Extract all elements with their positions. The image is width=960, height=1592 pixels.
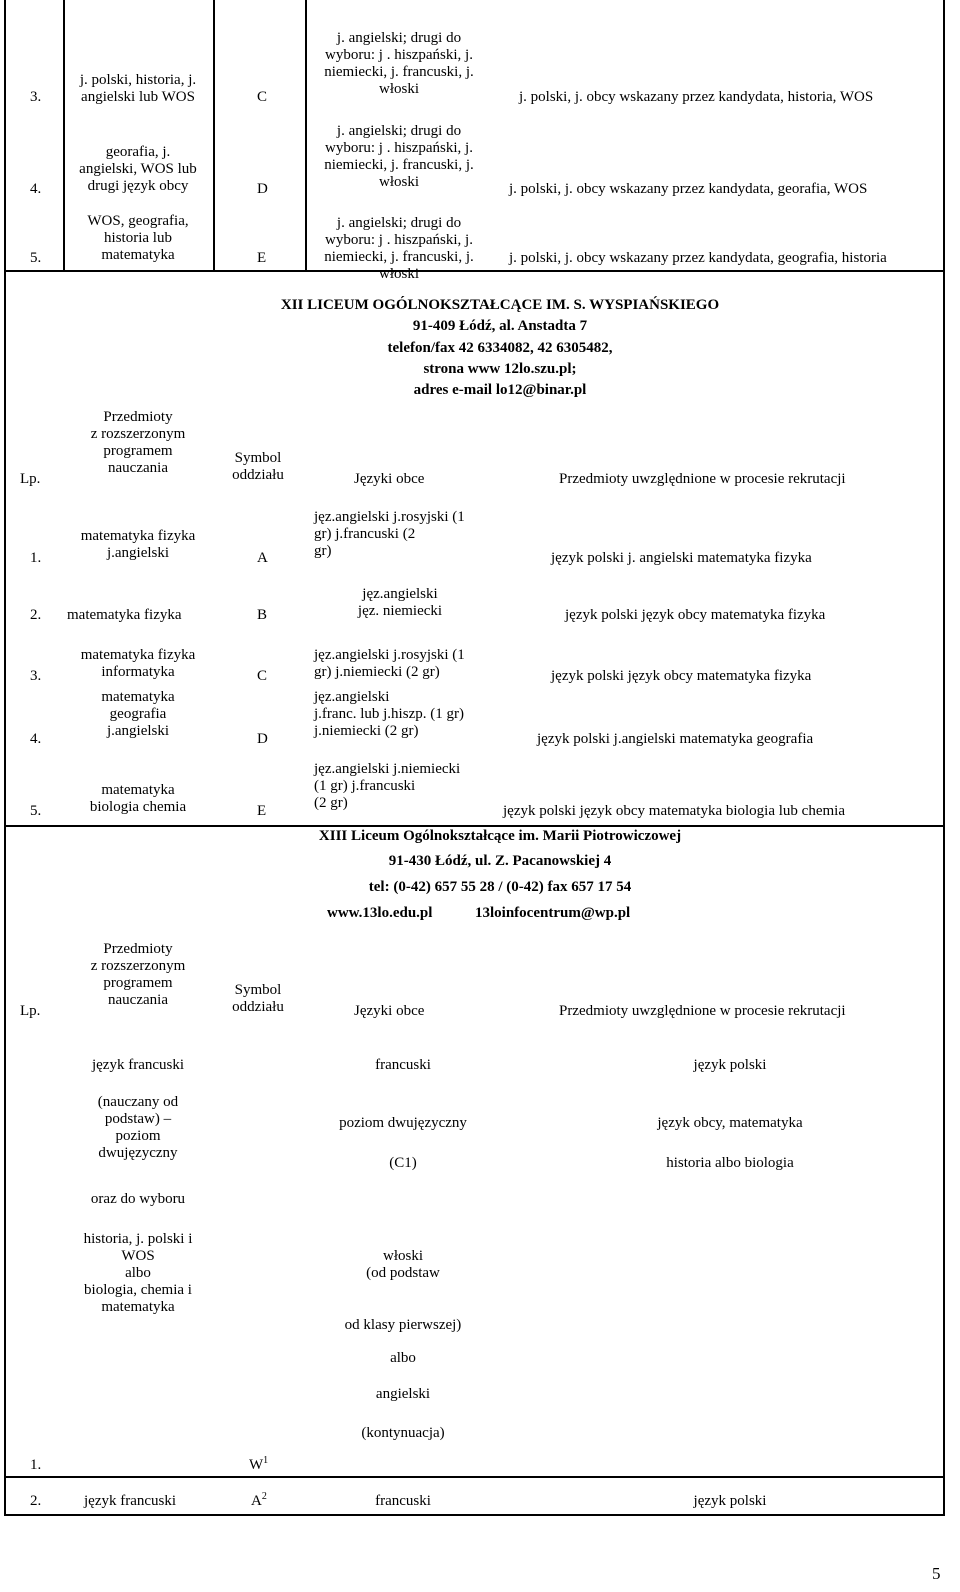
school-email: 13loinfocentrum@wp.pl [475, 905, 631, 921]
languages-cell: j. angielski; drugi do wyboru: j . hiszpański, j. niemiecki, j. francuski, j. włoski [324, 215, 474, 282]
subjects-cell: język francuski [84, 1493, 177, 1509]
symbol-cell: D [257, 731, 268, 747]
languages-cell: j. angielski; drugi do wyboru: j . hiszpański, j. niemiecki, j. francuski, j. włoski [324, 123, 474, 190]
recruitment-cell: j. polski, j. obcy wskazany przez kandydata, historia, WOS [519, 89, 874, 105]
languages-cell: jęz.angielski j.rosyjski (1 gr) j.niemiecki (2 gr) [314, 647, 465, 680]
header-subjects: Przedmioty z rozszerzonym programem nauczania [90, 409, 186, 476]
column-divider-symbol [213, 0, 215, 270]
recruitment-cell: język polski język obcy matematyka fizyka [565, 607, 826, 623]
table-border-right [943, 0, 945, 1516]
subjects-cell: j. polski, historia, j. angielski lub WOS [79, 72, 197, 105]
lp-cell: 5. [30, 803, 42, 819]
lp-cell: 3. [30, 89, 42, 105]
school-address: 91-409 Łódź, al. Anstadta 7 [412, 318, 588, 334]
school-website: www.13lo.edu.pl [327, 905, 433, 921]
school-website: strona www 12lo.szu.pl; [423, 361, 577, 377]
school-email: adres e-mail lo12@binar.pl [413, 382, 587, 398]
subjects-cell: WOS, geografia, historia lub matematyka [87, 213, 189, 263]
languages-cell: jęz.angielski jęz. niemiecki [357, 586, 443, 619]
lp-cell: 2. [30, 1493, 42, 1509]
header-languages: Języki obce [354, 1003, 425, 1019]
symbol-text: W [249, 1457, 264, 1473]
header-symbol: Symbol oddziału [232, 982, 284, 1015]
lp-cell: 2. [30, 607, 42, 623]
languages-cell: angielski [375, 1386, 431, 1402]
symbol-cell: C [257, 668, 268, 684]
symbol-cell: C [257, 89, 268, 105]
languages-cell: j. angielski; drugi do wyboru: j . hiszpański, j. niemiecki, j. francuski, j. włoski [324, 30, 474, 97]
symbol-text: A [251, 1493, 262, 1509]
subjects-cell: (nauczany od podstaw) – poziom dwujęzyczny [97, 1094, 179, 1161]
table-border-left [4, 0, 6, 1516]
header-recruitment: Przedmioty uwzględnione w procesie rekrutacji [559, 1003, 846, 1019]
languages-cell: jęz.angielski j.franc. lub j.hiszp. (1 gr) j.niemiecki (2 gr) [314, 689, 464, 739]
table-border-bottom [4, 1514, 945, 1516]
school-name: XII LICEUM OGÓLNOKSZTAŁCĄCE IM. S. WYSPIAŃSKIEGO [280, 297, 720, 313]
languages-cell: włoski (od podstaw [366, 1248, 440, 1281]
recruitment-cell: j. polski, j. obcy wskazany przez kandydata, georafia, WOS [509, 181, 868, 197]
header-lp: Lp. [20, 1003, 41, 1019]
subjects-cell: oraz do wyboru [90, 1191, 186, 1207]
header-lp: Lp. [20, 471, 41, 487]
languages-cell: od klasy pierwszej) [344, 1317, 462, 1333]
lp-cell: 1. [30, 550, 42, 566]
school-name: XIII Liceum Ogólnokształcące im. Marii Piotrowiczowej [318, 828, 682, 844]
subjects-cell: matematyka fizyka informatyka [80, 647, 196, 680]
symbol-footnote: 1 [263, 1455, 269, 1466]
subjects-cell: matematyka fizyka j.angielski [80, 528, 196, 561]
recruitment-cell: język polski j.angielski matematyka geografia [537, 731, 814, 747]
header-symbol: Symbol oddziału [232, 450, 284, 483]
lp-cell: 3. [30, 668, 42, 684]
symbol-cell [251, 1493, 267, 1510]
recruitment-cell: język polski język obcy matematyka biologia lub chemia [503, 803, 845, 819]
section-divider-xiii [4, 825, 945, 827]
symbol-footnote: 2 [261, 1491, 267, 1502]
recruitment-cell: historia albo biologia [666, 1155, 794, 1171]
recruitment-cell: język obcy, matematyka [657, 1115, 803, 1131]
column-divider-lp [63, 0, 65, 270]
header-subjects: Przedmioty z rozszerzonym programem nauczania [90, 941, 186, 1008]
page-number: 5 [932, 1564, 941, 1583]
subjects-cell: matematyka biologia chemia [89, 782, 187, 815]
languages-cell: francuski [375, 1057, 431, 1073]
school-phone: tel: (0-42) 657 55 28 / (0-42) fax 657 17 54 [368, 879, 632, 895]
subjects-cell: historia, j. polski i WOS albo biologia, chemia i matematyka [83, 1231, 193, 1315]
subjects-cell: język francuski [91, 1057, 185, 1073]
lp-cell: 4. [30, 181, 42, 197]
symbol-cell: A [257, 550, 268, 566]
recruitment-cell: język polski język obcy matematyka fizyka [551, 668, 812, 684]
symbol-cell: E [257, 803, 267, 819]
languages-cell: jęz.angielski j.rosyjski (1 gr) j.francuski (2 gr) [314, 509, 465, 559]
symbol-cell: B [257, 607, 268, 623]
school-address: 91-430 Łódź, ul. Z. Pacanowskiej 4 [388, 853, 612, 869]
header-languages: Języki obce [354, 471, 425, 487]
row-divider [4, 1476, 945, 1478]
lp-cell: 5. [30, 250, 42, 266]
recruitment-cell: j. polski, j. obcy wskazany przez kandydata, geografia, historia [509, 250, 887, 266]
subjects-cell: matematyka geografia j.angielski [101, 689, 175, 739]
lp-cell: 4. [30, 731, 42, 747]
languages-cell: francuski [375, 1493, 431, 1509]
header-recruitment: Przedmioty uwzględnione w procesie rekrutacji [559, 471, 846, 487]
recruitment-cell: język polski j. angielski matematyka fizyka [551, 550, 812, 566]
symbol-cell: E [257, 250, 267, 266]
school-phone: telefon/fax 42 6334082, 42 6305482, [387, 340, 613, 356]
subjects-cell: georafia, j. angielski, WOS lub drugi język obcy [79, 144, 197, 194]
languages-cell: albo [390, 1350, 416, 1366]
languages-cell: (kontynuacja) [361, 1425, 445, 1441]
symbol-cell: D [257, 181, 268, 197]
subjects-cell: matematyka fizyka [67, 607, 182, 623]
languages-cell: poziom dwujęzyczny [339, 1115, 467, 1131]
recruitment-cell: język polski [693, 1057, 767, 1073]
lp-cell: 1. [30, 1457, 42, 1473]
languages-cell: jęz.angielski j.niemiecki (1 gr) j.francuski (2 gr) [314, 761, 461, 811]
symbol-cell [249, 1457, 268, 1474]
recruitment-cell: język polski [693, 1493, 767, 1509]
languages-cell: (C1) [389, 1155, 417, 1171]
